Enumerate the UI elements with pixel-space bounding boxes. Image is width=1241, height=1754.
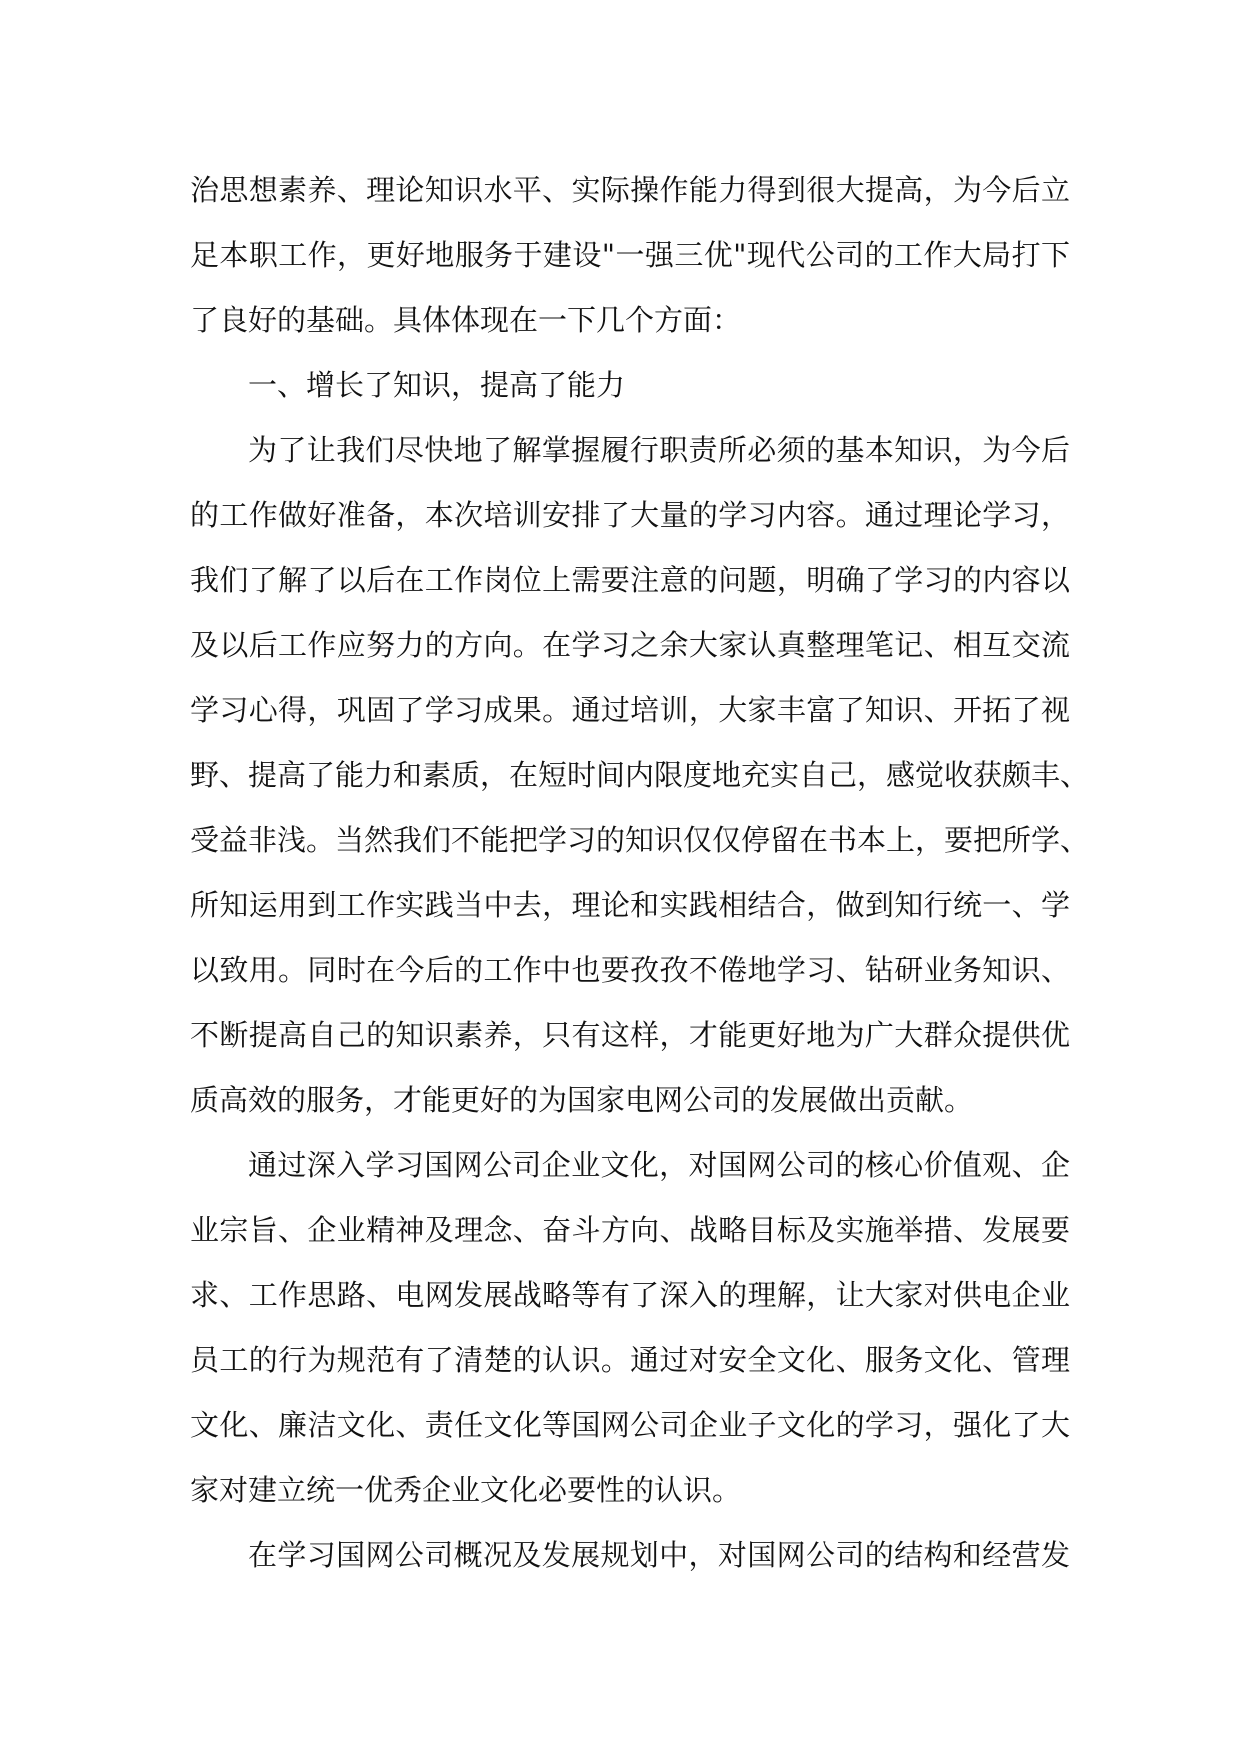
text-line: 受益非浅。当然我们不能把学习的知识仅仅停留在书本上，要把所学、 xyxy=(190,823,1090,857)
text-line: 以致用。同时在今后的工作中也要孜孜不倦地学习、钻研业务知识、 xyxy=(190,953,1070,987)
text-line: 所知运用到工作实践当中去，理论和实践相结合，做到知行统一、学 xyxy=(190,888,1070,922)
text-line: 及以后工作应努力的方向。在学习之余大家认真整理笔记、相互交流 xyxy=(190,628,1070,662)
text-line: 求、工作思路、电网发展战略等有了深入的理解，让大家对供电企业 xyxy=(190,1278,1070,1312)
text-line: 了良好的基础。具体体现在一下几个方面： xyxy=(190,303,742,337)
text-line: 员工的行为规范有了清楚的认识。通过对安全文化、服务文化、管理 xyxy=(190,1343,1070,1377)
text-line: 一、增长了知识，提高了能力 xyxy=(248,368,626,402)
text-line: 学习心得，巩固了学习成果。通过培训，大家丰富了知识、开拓了视 xyxy=(190,693,1070,727)
text-line: 足本职工作，更好地服务于建设"一强三优"现代公司的工作大局打下 xyxy=(190,238,1070,272)
text-line: 家对建立统一优秀企业文化必要性的认识。 xyxy=(190,1473,742,1507)
text-line: 我们了解了以后在工作岗位上需要注意的问题，明确了学习的内容以 xyxy=(190,563,1070,597)
text-line: 治思想素养、理论知识水平、实际操作能力得到很大提高，为今后立 xyxy=(190,173,1070,207)
text-line: 质高效的服务，才能更好的为国家电网公司的发展做出贡献。 xyxy=(190,1083,974,1117)
text-line: 的工作做好准备，本次培训安排了大量的学习内容。通过理论学习， xyxy=(190,498,1070,532)
text-line: 为了让我们尽快地了解掌握履行职责所必须的基本知识，为今后 xyxy=(248,433,1070,467)
document-body xyxy=(190,158,1090,1588)
text-line: 在学习国网公司概况及发展规划中，对国网公司的结构和经营发 xyxy=(248,1538,1070,1572)
text-line: 通过深入学习国网公司企业文化，对国网公司的核心价值观、企 xyxy=(248,1148,1070,1182)
text-line: 业宗旨、企业精神及理念、奋斗方向、战略目标及实施举措、发展要 xyxy=(190,1213,1070,1247)
text-line: 文化、廉洁文化、责任文化等国网公司企业子文化的学习，强化了大 xyxy=(190,1408,1070,1442)
text-line: 不断提高自己的知识素养，只有这样，才能更好地为广大群众提供优 xyxy=(190,1018,1070,1052)
text-line: 野、提高了能力和素质，在短时间内限度地充实自己，感觉收获颇丰、 xyxy=(190,758,1090,792)
